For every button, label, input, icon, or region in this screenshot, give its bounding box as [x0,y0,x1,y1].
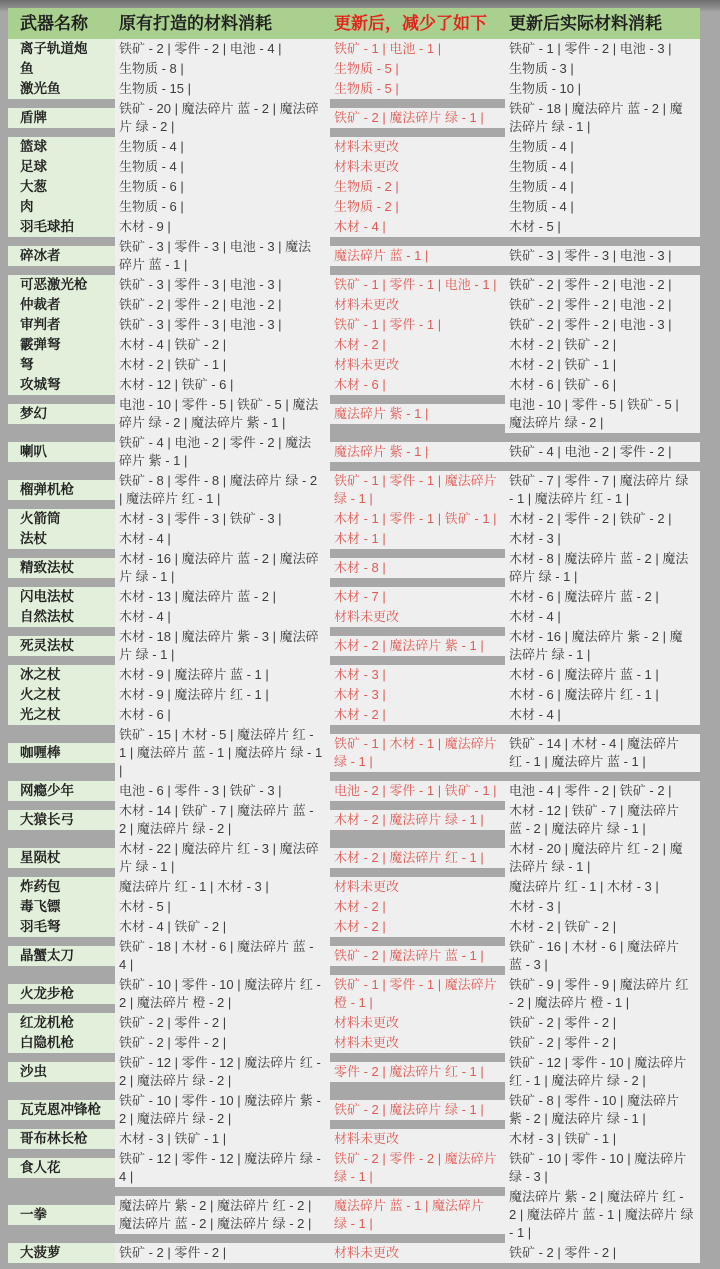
weapon-name-cell: 梦幻 [8,404,115,424]
weapon-name-cell: 网瘾少年 [8,781,115,801]
reduced-cost-cell: 铁矿 - 1 | 零件 - 1 | 魔法碎片 橙 - 1 | [330,975,505,1013]
reduced-cost-cell: 材料未更改 [330,877,505,897]
actual-cost-cell: 魔法碎片 紫 - 2 | 魔法碎片 红 - 2 | 魔法碎片 蓝 - 1 | 魔法碎片 绿 - 1 | [505,1187,700,1243]
actual-cost-cell: 木材 - 16 | 魔法碎片 紫 - 2 | 魔法碎片 绿 - 1 | [505,627,700,665]
actual-cost-cell: 木材 - 4 | [505,705,700,725]
actual-cost-cell: 生物质 - 10 | [505,79,700,99]
table-row [8,917,700,937]
table-row [8,509,700,529]
original-cost-cell: 铁矿 - 8 | 零件 - 8 | 魔法碎片 绿 - 2 | 魔法碎片 红 - 1 | [115,471,330,509]
reduced-cost-cell: 材料未更改 [330,607,505,627]
reduced-cost-cell: 木材 - 4 | [330,217,505,237]
table-row [8,217,700,237]
original-cost-cell: 木材 - 13 | 魔法碎片 蓝 - 2 | [115,587,330,607]
reduced-cost-cell: 木材 - 2 | 魔法碎片 紫 - 1 | [330,636,505,656]
reduced-cost-cell: 木材 - 1 | [330,529,505,549]
weapon-name-cell: 可恶激光枪 [8,275,115,295]
original-cost-cell: 生物质 - 6 | [115,197,330,217]
table-row [8,39,700,59]
weapon-name-cell: 白隐机枪 [8,1033,115,1053]
reduced-cost-cell: 材料未更改 [330,1033,505,1053]
actual-cost-cell: 木材 - 6 | 魔法碎片 红 - 1 | [505,685,700,705]
actual-cost-cell: 铁矿 - 18 | 魔法碎片 蓝 - 2 | 魔法碎片 绿 - 1 | [505,99,700,137]
reduced-cost-cell: 木材 - 1 | 零件 - 1 | 铁矿 - 1 | [330,509,505,529]
weapon-name-cell: 霰弹弩 [8,335,115,355]
original-cost-cell: 铁矿 - 2 | 零件 - 2 | [115,1033,330,1053]
weapon-name-cell: 火之杖 [8,685,115,705]
original-cost-cell: 生物质 - 4 | [115,157,330,177]
table-row [8,335,700,355]
reduced-cost-cell: 木材 - 3 | [330,685,505,705]
table-row [8,471,700,509]
reduced-cost-cell: 材料未更改 [330,1129,505,1149]
reduced-cost-cell: 铁矿 - 1 | 零件 - 1 | [330,315,505,335]
actual-cost-cell: 生物质 - 4 | [505,137,700,157]
actual-cost-cell: 木材 - 20 | 魔法碎片 红 - 2 | 魔法碎片 绿 - 1 | [505,839,700,877]
table-row [8,99,700,137]
actual-cost-cell: 铁矿 - 2 | 零件 - 2 | 电池 - 2 | [505,275,700,295]
original-cost-cell: 铁矿 - 18 | 木材 - 6 | 魔法碎片 蓝 - 4 | [115,937,330,975]
reduced-cost-cell: 电池 - 2 | 零件 - 1 | 铁矿 - 1 | [330,781,505,801]
reduced-cost-cell: 材料未更改 [330,157,505,177]
original-cost-cell: 铁矿 - 12 | 零件 - 12 | 魔法碎片 红 - 2 | 魔法碎片 绿 - 2 | [115,1053,330,1091]
table-row [8,839,700,877]
table-row [8,705,700,725]
weapon-name-cell: 榴弹机枪 [8,480,115,500]
actual-cost-cell: 铁矿 - 9 | 零件 - 9 | 魔法碎片 红 - 2 | 魔法碎片 橙 - 1 | [505,975,700,1013]
table-row [8,725,700,781]
weapon-name-cell: 审判者 [8,315,115,335]
actual-cost-cell: 铁矿 - 12 | 零件 - 10 | 魔法碎片 红 - 1 | 魔法碎片 绿 - 2 | [505,1053,700,1091]
weapon-materials-table [8,8,700,1263]
weapon-name-cell: 仲裁者 [8,295,115,315]
reduced-cost-cell: 木材 - 2 | [330,917,505,937]
reduced-cost-cell: 魔法碎片 紫 - 1 | [330,442,505,462]
actual-cost-cell: 铁矿 - 3 | 零件 - 3 | 电池 - 3 | [505,246,700,266]
reduced-cost-cell: 木材 - 2 | 魔法碎片 绿 - 1 | [330,810,505,830]
original-cost-cell: 木材 - 9 | 魔法碎片 蓝 - 1 | [115,665,330,685]
reduced-cost-cell: 材料未更改 [330,137,505,157]
original-cost-cell: 铁矿 - 3 | 零件 - 3 | 电池 - 3 | 魔法碎片 蓝 - 1 | [115,237,330,275]
original-cost-cell: 木材 - 6 | [115,705,330,725]
actual-cost-cell: 生物质 - 4 | [505,197,700,217]
weapon-name-cell: 篮球 [8,137,115,157]
table-row [8,1091,700,1129]
original-cost-cell: 木材 - 16 | 魔法碎片 蓝 - 2 | 魔法碎片 绿 - 1 | [115,549,330,587]
table-row [8,801,700,839]
weapon-name-cell: 咖喱棒 [8,743,115,763]
reduced-cost-cell: 木材 - 8 | [330,558,505,578]
weapon-name-cell: 一拳 [8,1205,115,1225]
table-row [8,395,700,433]
weapon-name-cell: 喇叭 [8,442,115,462]
table-row [8,549,700,587]
weapon-name-cell: 离子轨道炮 [8,39,115,59]
table-row [8,375,700,395]
original-cost-cell: 木材 - 12 | 铁矿 - 6 | [115,375,330,395]
original-cost-cell: 木材 - 5 | [115,897,330,917]
table-row [8,315,700,335]
actual-cost-cell: 铁矿 - 1 | 零件 - 2 | 电池 - 3 | [505,39,700,59]
actual-cost-cell: 木材 - 3 | 铁矿 - 1 | [505,1129,700,1149]
table-row [8,1187,700,1243]
table-row [8,781,700,801]
original-cost-cell: 铁矿 - 10 | 零件 - 10 | 魔法碎片 紫 - 2 | 魔法碎片 绿 - 2 | [115,1091,330,1129]
reduced-cost-cell: 魔法碎片 蓝 - 1 | 魔法碎片 绿 - 1 | [330,1196,505,1234]
table-row [8,355,700,375]
reduced-cost-cell: 零件 - 2 | 魔法碎片 红 - 1 | [330,1062,505,1082]
table-row [8,275,700,295]
weapon-name-cell: 大葱 [8,177,115,197]
original-cost-cell: 生物质 - 8 | [115,59,330,79]
actual-cost-cell: 木材 - 4 | [505,607,700,627]
reduced-cost-cell: 材料未更改 [330,1243,505,1263]
original-cost-cell: 铁矿 - 12 | 零件 - 12 | 魔法碎片 绿 - 4 | [115,1149,330,1187]
weapon-name-cell: 火龙步枪 [8,984,115,1004]
weapon-name-cell: 法杖 [8,529,115,549]
header-actual-cost-after-update: 更新后实际材料消耗 [505,8,700,39]
table-row [8,137,700,157]
original-cost-cell: 木材 - 18 | 魔法碎片 紫 - 3 | 魔法碎片 绿 - 1 | [115,627,330,665]
weapon-name-cell: 冰之杖 [8,665,115,685]
weapon-name-cell: 哥布林长枪 [8,1129,115,1149]
actual-cost-cell: 木材 - 3 | [505,529,700,549]
reduced-cost-cell: 铁矿 - 2 | 零件 - 2 | 魔法碎片 绿 - 1 | [330,1149,505,1187]
reduced-cost-cell: 铁矿 - 2 | 魔法碎片 绿 - 1 | [330,1100,505,1120]
header-weapon-name: 武器名称 [8,8,115,39]
original-cost-cell: 铁矿 - 20 | 魔法碎片 蓝 - 2 | 魔法碎片 绿 - 2 | [115,99,330,137]
reduced-cost-cell: 铁矿 - 2 | 魔法碎片 绿 - 1 | [330,108,505,128]
actual-cost-cell: 铁矿 - 4 | 电池 - 2 | 零件 - 2 | [505,442,700,462]
original-cost-cell: 铁矿 - 10 | 零件 - 10 | 魔法碎片 红 - 2 | 魔法碎片 橙 - 2 | [115,975,330,1013]
original-cost-cell: 木材 - 14 | 铁矿 - 7 | 魔法碎片 蓝 - 2 | 魔法碎片 绿 - 2 | [115,801,330,839]
reduced-cost-cell: 生物质 - 5 | [330,59,505,79]
table-row [8,627,700,665]
table-row [8,295,700,315]
header-original-cost: 原有打造的材料消耗 [115,8,330,39]
original-cost-cell: 铁矿 - 2 | 零件 - 2 | [115,1243,330,1263]
original-cost-cell: 铁矿 - 3 | 零件 - 3 | 电池 - 3 | [115,275,330,295]
weapon-name-cell: 瓦克恩冲锋枪 [8,1100,115,1120]
original-cost-cell: 木材 - 22 | 魔法碎片 红 - 3 | 魔法碎片 绿 - 1 | [115,839,330,877]
table-row [8,59,700,79]
weapon-name-cell: 碎冰者 [8,246,115,266]
weapon-name-cell: 大菠萝 [8,1243,115,1263]
original-cost-cell: 电池 - 6 | 零件 - 3 | 铁矿 - 3 | [115,781,330,801]
weapon-name-cell: 精致法杖 [8,558,115,578]
actual-cost-cell: 生物质 - 4 | [505,157,700,177]
original-cost-cell: 铁矿 - 15 | 木材 - 5 | 魔法碎片 红 - 1 | 魔法碎片 蓝 - 1 | 魔法碎片 绿 - 1 | [115,725,330,781]
actual-cost-cell: 铁矿 - 2 | 零件 - 2 | 电池 - 3 | [505,315,700,335]
table-row [8,937,700,975]
original-cost-cell: 生物质 - 15 | [115,79,330,99]
actual-cost-cell: 铁矿 - 2 | 零件 - 2 | [505,1033,700,1053]
weapon-name-cell: 羽毛弩 [8,917,115,937]
weapon-name-cell: 大猿长弓 [8,810,115,830]
table-row [8,1033,700,1053]
actual-cost-cell: 生物质 - 3 | [505,59,700,79]
table-row [8,897,700,917]
original-cost-cell: 木材 - 2 | 铁矿 - 1 | [115,355,330,375]
original-cost-cell: 铁矿 - 2 | 零件 - 2 | 电池 - 2 | [115,295,330,315]
actual-cost-cell: 木材 - 5 | [505,217,700,237]
original-cost-cell: 生物质 - 4 | [115,137,330,157]
actual-cost-cell: 铁矿 - 7 | 零件 - 7 | 魔法碎片 绿 - 1 | 魔法碎片 红 - 1 | [505,471,700,509]
original-cost-cell: 木材 - 3 | 零件 - 3 | 铁矿 - 3 | [115,509,330,529]
weapon-name-cell: 晶蟹太刀 [8,946,115,966]
reduced-cost-cell: 魔法碎片 紫 - 1 | [330,404,505,424]
weapon-name-cell: 鱼 [8,59,115,79]
reduced-cost-cell: 生物质 - 2 | [330,197,505,217]
original-cost-cell: 木材 - 4 | [115,607,330,627]
weapon-name-cell: 星陨杖 [8,848,115,868]
header-reduced-after-update: 更新后，减少了如下 [330,8,505,39]
weapon-name-cell: 食人花 [8,1158,115,1178]
original-cost-cell: 木材 - 4 | [115,529,330,549]
actual-cost-cell: 木材 - 2 | 铁矿 - 2 | [505,917,700,937]
original-cost-cell: 木材 - 9 | [115,217,330,237]
actual-cost-cell: 木材 - 6 | 铁矿 - 6 | [505,375,700,395]
actual-cost-cell: 生物质 - 4 | [505,177,700,197]
reduced-cost-cell: 生物质 - 5 | [330,79,505,99]
original-cost-cell: 铁矿 - 2 | 零件 - 2 | [115,1013,330,1033]
reduced-cost-cell: 铁矿 - 1 | 电池 - 1 | [330,39,505,59]
weapon-name-cell: 攻城弩 [8,375,115,395]
original-cost-cell: 木材 - 4 | 铁矿 - 2 | [115,917,330,937]
actual-cost-cell: 电池 - 4 | 零件 - 2 | 铁矿 - 2 | [505,781,700,801]
table-row [8,975,700,1013]
weapon-name-cell: 激光鱼 [8,79,115,99]
reduced-cost-cell: 材料未更改 [330,295,505,315]
weapon-name-cell: 死灵法杖 [8,636,115,656]
table-row [8,157,700,177]
reduced-cost-cell: 木材 - 2 | [330,335,505,355]
original-cost-cell: 魔法碎片 紫 - 2 | 魔法碎片 红 - 2 | 魔法碎片 蓝 - 2 | 魔法碎片 绿 - 2 | [115,1196,330,1234]
weapon-name-cell: 沙虫 [8,1062,115,1082]
table-row [8,79,700,99]
original-cost-cell: 魔法碎片 红 - 1 | 木材 - 3 | [115,877,330,897]
table-row [8,685,700,705]
actual-cost-cell: 电池 - 10 | 零件 - 5 | 铁矿 - 5 | 魔法碎片 绿 - 2 | [505,395,700,433]
actual-cost-cell: 铁矿 - 2 | 零件 - 2 | [505,1013,700,1033]
actual-cost-cell: 木材 - 12 | 铁矿 - 7 | 魔法碎片 蓝 - 2 | 魔法碎片 绿 - 1 | [505,801,700,839]
table-row [8,607,700,627]
reduced-cost-cell: 材料未更改 [330,1013,505,1033]
reduced-cost-cell: 生物质 - 2 | [330,177,505,197]
original-cost-cell: 木材 - 9 | 魔法碎片 红 - 1 | [115,685,330,705]
weapon-name-cell: 足球 [8,157,115,177]
original-cost-cell: 铁矿 - 2 | 零件 - 2 | 电池 - 4 | [115,39,330,59]
original-cost-cell: 生物质 - 6 | [115,177,330,197]
table-row [8,529,700,549]
actual-cost-cell: 木材 - 2 | 零件 - 2 | 铁矿 - 2 | [505,509,700,529]
table-row [8,177,700,197]
table-row [8,1243,700,1263]
actual-cost-cell: 木材 - 6 | 魔法碎片 蓝 - 2 | [505,587,700,607]
actual-cost-cell: 铁矿 - 8 | 零件 - 10 | 魔法碎片 紫 - 2 | 魔法碎片 绿 - 1 | [505,1091,700,1129]
table-row [8,877,700,897]
original-cost-cell: 铁矿 - 4 | 电池 - 2 | 零件 - 2 | 魔法碎片 紫 - 1 | [115,433,330,471]
actual-cost-cell: 铁矿 - 16 | 木材 - 6 | 魔法碎片 蓝 - 3 | [505,937,700,975]
table-body [8,39,700,1263]
reduced-cost-cell: 木材 - 2 | [330,897,505,917]
reduced-cost-cell: 铁矿 - 2 | 魔法碎片 蓝 - 1 | [330,946,505,966]
actual-cost-cell: 木材 - 8 | 魔法碎片 蓝 - 2 | 魔法碎片 绿 - 1 | [505,549,700,587]
actual-cost-cell: 魔法碎片 红 - 1 | 木材 - 3 | [505,877,700,897]
table-header-row [8,8,700,39]
reduced-cost-cell: 魔法碎片 蓝 - 1 | [330,246,505,266]
weapon-name-cell: 盾牌 [8,108,115,128]
actual-cost-cell: 木材 - 2 | 铁矿 - 1 | [505,355,700,375]
reduced-cost-cell: 木材 - 7 | [330,587,505,607]
reduced-cost-cell: 铁矿 - 1 | 零件 - 1 | 魔法碎片 绿 - 1 | [330,471,505,509]
weapon-name-cell: 红龙机枪 [8,1013,115,1033]
weapon-name-cell: 羽毛球拍 [8,217,115,237]
original-cost-cell: 铁矿 - 3 | 零件 - 3 | 电池 - 3 | [115,315,330,335]
reduced-cost-cell: 铁矿 - 1 | 木材 - 1 | 魔法碎片 绿 - 1 | [330,734,505,772]
reduced-cost-cell: 木材 - 2 | 魔法碎片 红 - 1 | [330,848,505,868]
original-cost-cell: 木材 - 4 | 铁矿 - 2 | [115,335,330,355]
actual-cost-cell: 木材 - 6 | 魔法碎片 蓝 - 1 | [505,665,700,685]
weapon-name-cell: 毒飞镖 [8,897,115,917]
actual-cost-cell: 木材 - 3 | [505,897,700,917]
table-row [8,1129,700,1149]
table-row [8,1053,700,1091]
table-row [8,1149,700,1187]
table-row [8,587,700,607]
weapon-name-cell: 光之杖 [8,705,115,725]
reduced-cost-cell: 材料未更改 [330,355,505,375]
weapon-name-cell: 火箭筒 [8,509,115,529]
original-cost-cell: 电池 - 10 | 零件 - 5 | 铁矿 - 5 | 魔法碎片 绿 - 2 | 魔法碎片 紫 - 1 | [115,395,330,433]
reduced-cost-cell: 木材 - 2 | [330,705,505,725]
table-row [8,665,700,685]
weapon-name-cell: 肉 [8,197,115,217]
actual-cost-cell: 木材 - 2 | 铁矿 - 2 | [505,335,700,355]
table-row [8,237,700,275]
weapon-name-cell: 炸药包 [8,877,115,897]
table-row [8,433,700,471]
table-row [8,1013,700,1033]
reduced-cost-cell: 木材 - 3 | [330,665,505,685]
weapon-name-cell: 闪电法杖 [8,587,115,607]
actual-cost-cell: 铁矿 - 14 | 木材 - 4 | 魔法碎片 红 - 1 | 魔法碎片 蓝 - 1 | [505,734,700,772]
actual-cost-cell: 铁矿 - 2 | 零件 - 2 | [505,1243,700,1263]
actual-cost-cell: 铁矿 - 10 | 零件 - 10 | 魔法碎片 绿 - 3 | [505,1149,700,1187]
weapon-name-cell: 弩 [8,355,115,375]
original-cost-cell: 木材 - 3 | 铁矿 - 1 | [115,1129,330,1149]
reduced-cost-cell: 铁矿 - 1 | 零件 - 1 | 电池 - 1 | [330,275,505,295]
actual-cost-cell: 铁矿 - 2 | 零件 - 2 | 电池 - 2 | [505,295,700,315]
weapon-name-cell: 自然法杖 [8,607,115,627]
reduced-cost-cell: 木材 - 6 | [330,375,505,395]
table-row [8,197,700,217]
